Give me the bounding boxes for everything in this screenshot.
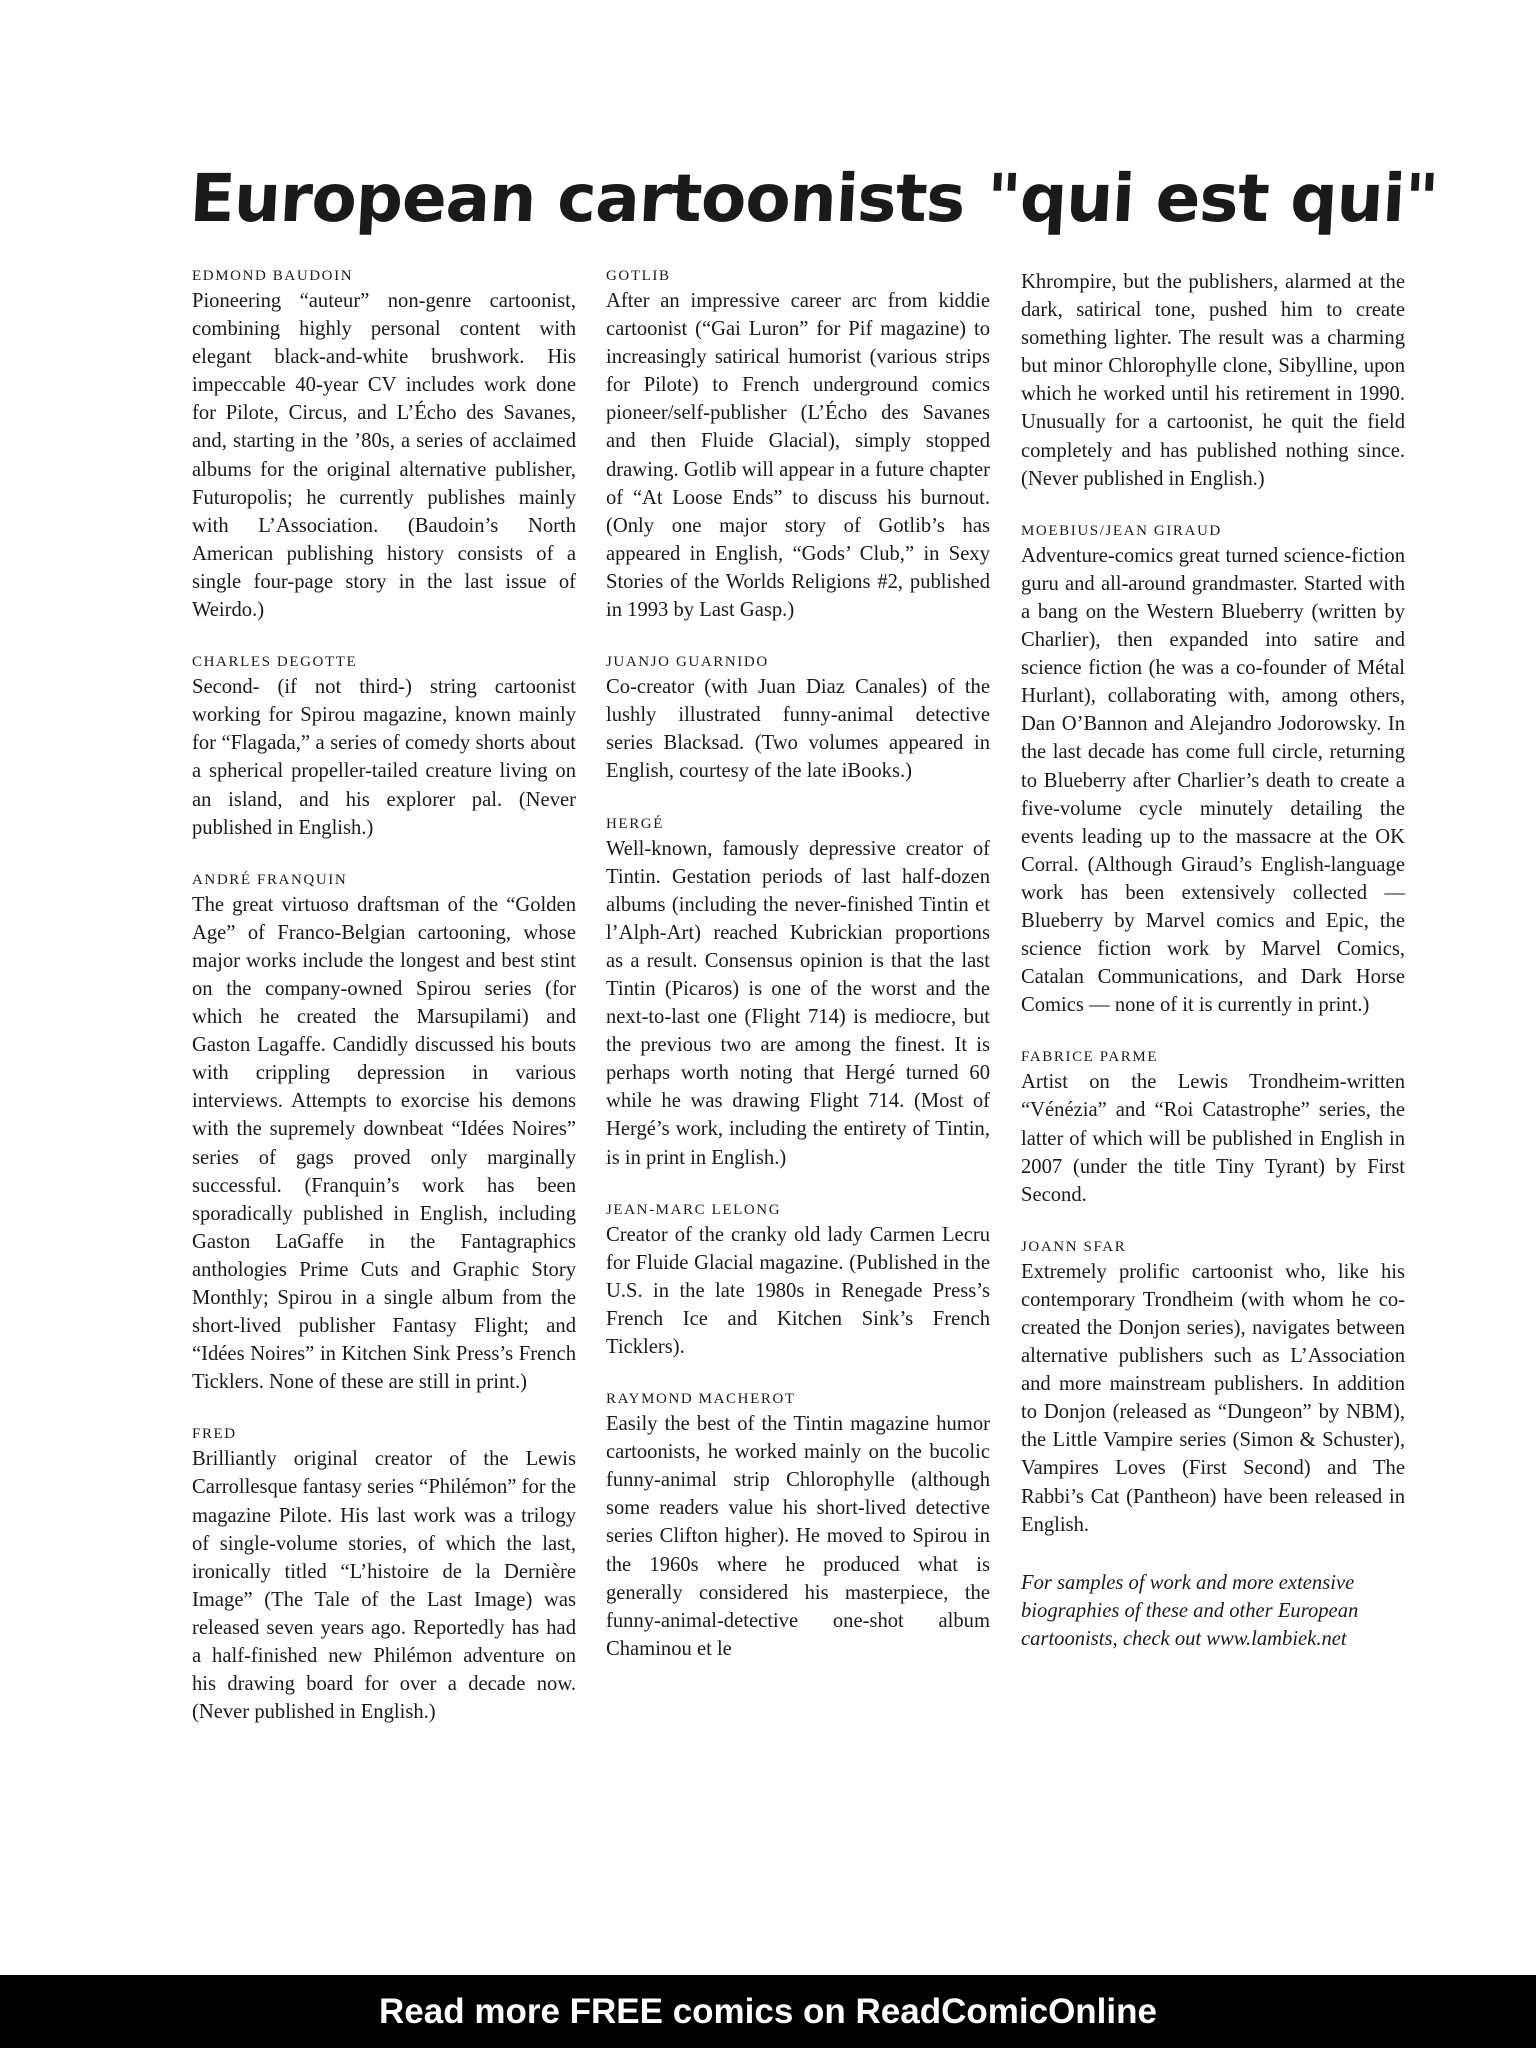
cartoonist-bio: Co-creator (with Juan Diaz Canales) of the lushly illustrated funny-animal detective series Blacksad. (Two volumes appeared in English, courtesy of the late iBooks.) <box>606 676 990 783</box>
bio-entry <box>1021 1049 1405 1208</box>
cartoonist-name: EDMOND BAUDOIN <box>192 268 354 284</box>
cartoonist-bio: The great virtuoso draftsman of the “Golden Age” of Franco-Belgian cartooning, whose major works include the longest and best stint on the company-owned Spirou series (for which he created the Marsupilami) and Gaston Lagaffe. Candidly discussed his bouts with crippling depression in various interviews. Attempts to exorcise his demons with the supremely downbeat “Idées Noires” series of gags proved only marginally successful. (Franquin’s work has been sporadically published in English, including Gaston LaGaffe in the Fantagraphics anthologies Prime Cuts and Graphic Story Monthly; Spirou in a single album from the short-lived publisher Fantasy Flight; and “Idées Noires” in Kitchen Sink Press’s French Ticklers. None of these are still in print.) <box>192 893 576 1394</box>
cartoonist-name: GOTLIB <box>606 268 671 284</box>
cartoonist-bio: Adventure-comics great turned science-fiction guru and all-around grandmaster. Started with a bang on the Western Blueberry (written by Charlier), then expanded into satire and science fiction (he was a co-founder of Métal Hurlant), collaborating with, among others, Dan O’Bannon and Alejandro Jodorowsky. In the last decade has come full circle, returning to Blueberry after Charlier’s death to create a five-volume cycle minutely detailing the events leading up to the massacre at the OK Corral. (Although Giraud’s English-language work has been extensively collected — Blueberry by Marvel comics and Epic, the science fiction work by Marvel Comics, Catalan Communications, and Dark Horse Comics — none of it is currently in print.) <box>1021 544 1405 1017</box>
bio-entry-continued <box>1021 268 1405 493</box>
cartoonist-bio: Extremely prolific cartoonist who, like his contemporary Trondheim (with whom he co-created the Donjon series), navigates between alternative publishers such as L’Association and more mainstream publishers. In addition to Donjon (released as “Dungeon” by NBM), the Little Vampire series (Simon & Schuster), Vampires Loves (First Second) and The Rabbi’s Cat (Pantheon) have been released in English. <box>1021 1260 1405 1536</box>
page-title: European cartoonists "qui est qui" <box>187 160 1440 237</box>
cartoonist-name: ANDRÉ FRANQUIN <box>192 871 348 888</box>
cartoonist-name: FRED <box>192 1426 237 1443</box>
cartoonist-name: CHARLES DEGOTTE <box>192 654 358 671</box>
bio-entry <box>192 872 576 1397</box>
promo-banner-text: Read more FREE comics on ReadComicOnline <box>379 1991 1157 2031</box>
bio-entry <box>606 654 990 785</box>
bio-entry <box>606 268 990 624</box>
cartoonist-name: JEAN-MARC LELONG <box>606 1201 782 1218</box>
column-2 <box>606 268 990 1693</box>
cartoonist-bio: Well-known, famously depressive creator of Tintin. Gestation periods of last half-dozen albums (including the never-finished Tintin et l’Alph-Art) reached Kubrickian proportions as a result. Consensus opinion is that the last Tintin (Picaros) is one of the worst and the next-to-last one (Flight 714) is mediocre, but the previous two are among the finest. It is perhaps worth noting that Hergé turned 60 while he was drawing Flight 714. (Most of Hergé’s work, including the entirety of Tintin, is in print in English.) <box>606 837 990 1169</box>
cartoonist-name: RAYMOND MACHEROT <box>606 1391 796 1408</box>
bio-entry <box>192 268 576 624</box>
bio-entry <box>192 654 576 842</box>
bio-entry <box>606 1391 990 1663</box>
cartoonist-bio: Artist on the Lewis Trondheim-written “Vénézia” and “Roi Catastrophe” series, the latter of which will be published in English in 2007 (under the title Tiny Tyrant) by First Second. <box>1021 1071 1405 1206</box>
bio-entry <box>1021 523 1405 1020</box>
cartoonist-bio: Easily the best of the Tintin magazine humor cartoonists, he worked mainly on the bucolic funny-animal strip Chlorophylle (although some readers value his short-lived detective series Clifton higher). He moved to Spirou in the 1960s where he produced what is generally considered his masterpiece, the funny-animal-detective one-shot album Chaminou et le <box>606 1413 990 1660</box>
bio-entry <box>606 816 990 1172</box>
promo-banner[interactable] <box>0 1975 1536 2048</box>
column-1 <box>192 268 576 1756</box>
cartoonist-bio: Brilliantly original creator of the Lewis Carrollesque fantasy series “Philémon” for the magazine Pilote. His last work was a trilogy of single-volume stories, of which the last, ironically titled “L’histoire de la Dernière Image” (The Tale of the Last Image) was released seven years ago. Reportedly has had a half-finished new Philémon adventure on his drawing board for over a decade now. (Never published in English.) <box>192 1448 576 1724</box>
cartoonist-name: MOEBIUS/JEAN GIRAUD <box>1021 522 1222 539</box>
cartoonist-bio: After an impressive career arc from kiddie cartoonist (“Gai Luron” for Pif magazine) to increasingly satirical humorist (various strips for Pilote) to French underground comics pioneer/self-publisher (L’Écho des Savanes and then Fluide Glacial), simply stopped drawing. Gotlib will appear in a future chapter of “At Loose Ends” to discuss his burnout. (Only one major story of Gotlib’s has appeared in English, “Gods’ Club,” in Sexy Stories of the Worlds Religions #2, published in 1993 by Last Gasp.) <box>606 290 990 622</box>
bio-entry <box>606 1202 990 1361</box>
cartoonist-name: HERGÉ <box>606 815 664 832</box>
cartoonist-bio: Khrompire, but the publishers, alarmed at the dark, satirical tone, pushed him to create something lighter. The result was a charming but minor Chlorophylle clone, Sibylline, upon which he worked until his retirement in 1990. Unusually for a cartoonist, he quit the field completely and has published nothing since. (Never published in English.) <box>1021 271 1405 490</box>
cartoonist-bio: Creator of the cranky old lady Carmen Lecru for Fluide Glacial magazine. (Published in the U.S. in the late 1980s in Renegade Press’s French Ice and Kitchen Sink’s French Ticklers). <box>606 1223 990 1358</box>
cartoonist-name: FABRICE PARME <box>1021 1049 1159 1066</box>
column-3 <box>1021 268 1405 1653</box>
bio-entry <box>1021 1239 1405 1539</box>
bio-entry <box>192 1426 576 1726</box>
cartoonist-name: JUANJO GUARNIDO <box>606 654 769 671</box>
cartoonist-bio: Second- (if not third-) string cartoonist working for Spirou magazine, known mainly for “Flagada,” a series of comedy shorts about a spherical propeller-tailed creature living on an island, and his explorer pal. (Never published in English.) <box>192 676 576 839</box>
cartoonist-bio: Pioneering “auteur” non-genre cartoonist, combining highly personal content with elegant black-and-white brushwork. His impeccable 40-year CV includes work done for Pilote, Circus, and L’Écho des Savanes, and, starting in the ’80s, a series of acclaimed albums for the original alternative publisher, Futuropolis; he currently publishes mainly with L’Association. (Baudoin’s North American publishing history consists of a single four-page story in the last issue of Weirdo.) <box>192 290 576 622</box>
cartoonist-name: JOANN SFAR <box>1021 1238 1127 1255</box>
footnote: For samples of work and more extensive biographies of these and other European cartoonists, check out www.lambiek.net <box>1021 1571 1359 1650</box>
